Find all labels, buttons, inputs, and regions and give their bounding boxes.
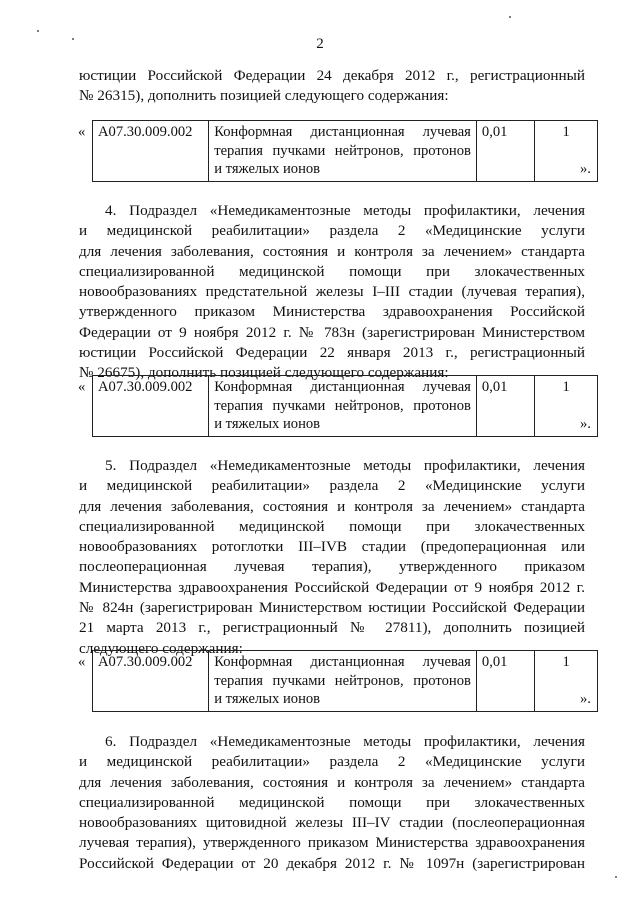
- insert-row-table: [78, 375, 598, 437]
- service-name-line: и тяжелых ионов: [214, 416, 321, 432]
- text-line: и медицинской реабилитации» раздела 2 «Медицинские услуги: [79, 753, 585, 771]
- text-line: № 26675), дополнить позицией следующего содержания:: [79, 364, 449, 382]
- multiplicity-cell: 1: [535, 376, 598, 437]
- table-row: [93, 121, 598, 182]
- insert-row-table: [78, 650, 598, 712]
- scan-speck: [615, 876, 617, 878]
- service-name-cell: [209, 121, 477, 182]
- paragraph-item-4: [79, 201, 585, 384]
- close-quote: ».: [580, 691, 591, 707]
- text-line: новообразованиях предстательной железы I–III стадии (лучевая терапия),: [79, 283, 585, 301]
- text-line: следующего содержания:: [79, 639, 243, 657]
- service-name-line: Конформная дистанционная лучевая: [214, 379, 471, 395]
- paragraph-item-5: [79, 456, 585, 659]
- text-line: № 824н (зарегистрирован Министерством юстиции Российской Федерации: [79, 599, 585, 617]
- table-row: [93, 376, 598, 437]
- text-line: лучевая терапия), утвержденного приказом Министерства здравоохранения: [79, 834, 585, 852]
- text-line: и медицинской реабилитации» раздела 2 «Медицинские услуги: [79, 477, 585, 495]
- text-line: 4. Подраздел «Немедикаментозные методы профилактики, лечения: [105, 202, 585, 219]
- frequency-cell: 0,01: [476, 376, 534, 437]
- text-line: и медицинской реабилитации» раздела 2 «Медицинские услуги: [79, 222, 585, 240]
- text-line: юстиции Российской Федерации 22 января 2013 г., регистрационный: [79, 344, 585, 362]
- service-name-cell: [209, 376, 477, 437]
- text-line: специализированной медицинской помощи при злокачественных: [79, 517, 585, 535]
- service-code-cell: A07.30.009.002: [93, 121, 209, 182]
- text-line: специализированной медицинской помощи при злокачественных: [79, 262, 585, 280]
- table-row: [93, 651, 598, 712]
- service-table: [92, 375, 598, 437]
- close-quote: ».: [580, 416, 591, 432]
- service-name-line: терапия пучками нейтронов, протонов: [214, 672, 471, 689]
- text-line: 6. Подраздел «Немедикаментозные методы профилактики, лечения: [105, 733, 585, 750]
- scan-speck: [37, 30, 39, 32]
- text-line: Министерства здравоохранения Российской Федерации от 9 ноября 2012 г.: [79, 578, 585, 596]
- text-line: юстиции Российской Федерации 24 декабря 2012 г., регистрационный: [79, 67, 585, 84]
- text-line: Российской Федерации от 20 декабря 2012 г. № 1097н (зарегистрирован: [79, 854, 585, 872]
- frequency-cell: 0,01: [476, 651, 534, 712]
- multiplicity-cell: 1: [535, 651, 598, 712]
- page-number: 2: [316, 36, 324, 52]
- insert-row-table: [78, 120, 598, 182]
- close-quote: ».: [580, 161, 591, 177]
- service-name-line: Конформная дистанционная лучевая: [214, 654, 471, 670]
- text-line: 5. Подраздел «Немедикаментозные методы профилактики, лечения: [105, 457, 585, 474]
- scan-speck: [72, 38, 74, 40]
- service-code-cell: A07.30.009.002: [93, 376, 209, 437]
- text-line: новообразованиях ротоглотки III–IVB стадии (предоперационная или: [79, 538, 585, 556]
- open-quote: «: [78, 654, 86, 670]
- text-line: послеоперационная лучевая терапия), утвержденного приказом: [79, 558, 585, 576]
- service-table: [92, 650, 598, 712]
- scan-speck: [509, 16, 511, 18]
- service-name-line: и тяжелых ионов: [214, 691, 321, 707]
- text-line: новообразованиях щитовидной железы III–IV стадии (послеоперационная: [79, 814, 585, 832]
- service-name-line: терапия пучками нейтронов, протонов: [214, 397, 471, 414]
- service-name-line: и тяжелых ионов: [214, 161, 321, 177]
- text-line: утвержденного приказом Министерства здравоохранения Российской: [79, 303, 585, 321]
- text-line: для лечения заболевания, состояния и контроля за лечением» стандарта: [79, 497, 585, 515]
- open-quote: «: [78, 124, 86, 140]
- frequency-cell: 0,01: [476, 121, 534, 182]
- service-table: [92, 120, 598, 182]
- service-name-cell: [209, 651, 477, 712]
- paragraph-item-6: [79, 732, 585, 874]
- text-line: для лечения заболевания, состояния и контроля за лечением» стандарта: [79, 773, 585, 791]
- service-name-line: терапия пучками нейтронов, протонов: [214, 142, 471, 159]
- text-line: специализированной медицинской помощи при злокачественных: [79, 793, 585, 811]
- text-line: Федерации от 9 ноября 2012 г. № 783н (зарегистрирован Министерством: [79, 323, 585, 341]
- text-line: для лечения заболевания, состояния и контроля за лечением» стандарта: [79, 242, 585, 260]
- text-line: № 26315), дополнить позицией следующего содержания:: [79, 87, 449, 105]
- paragraph-continuation: [79, 66, 585, 107]
- text-line: 21 марта 2013 г., регистрационный № 27811), дополнить позицией: [79, 619, 585, 637]
- service-name-line: Конформная дистанционная лучевая: [214, 124, 471, 140]
- multiplicity-cell: 1: [535, 121, 598, 182]
- open-quote: «: [78, 379, 86, 395]
- service-code-cell: A07.30.009.002: [93, 651, 209, 712]
